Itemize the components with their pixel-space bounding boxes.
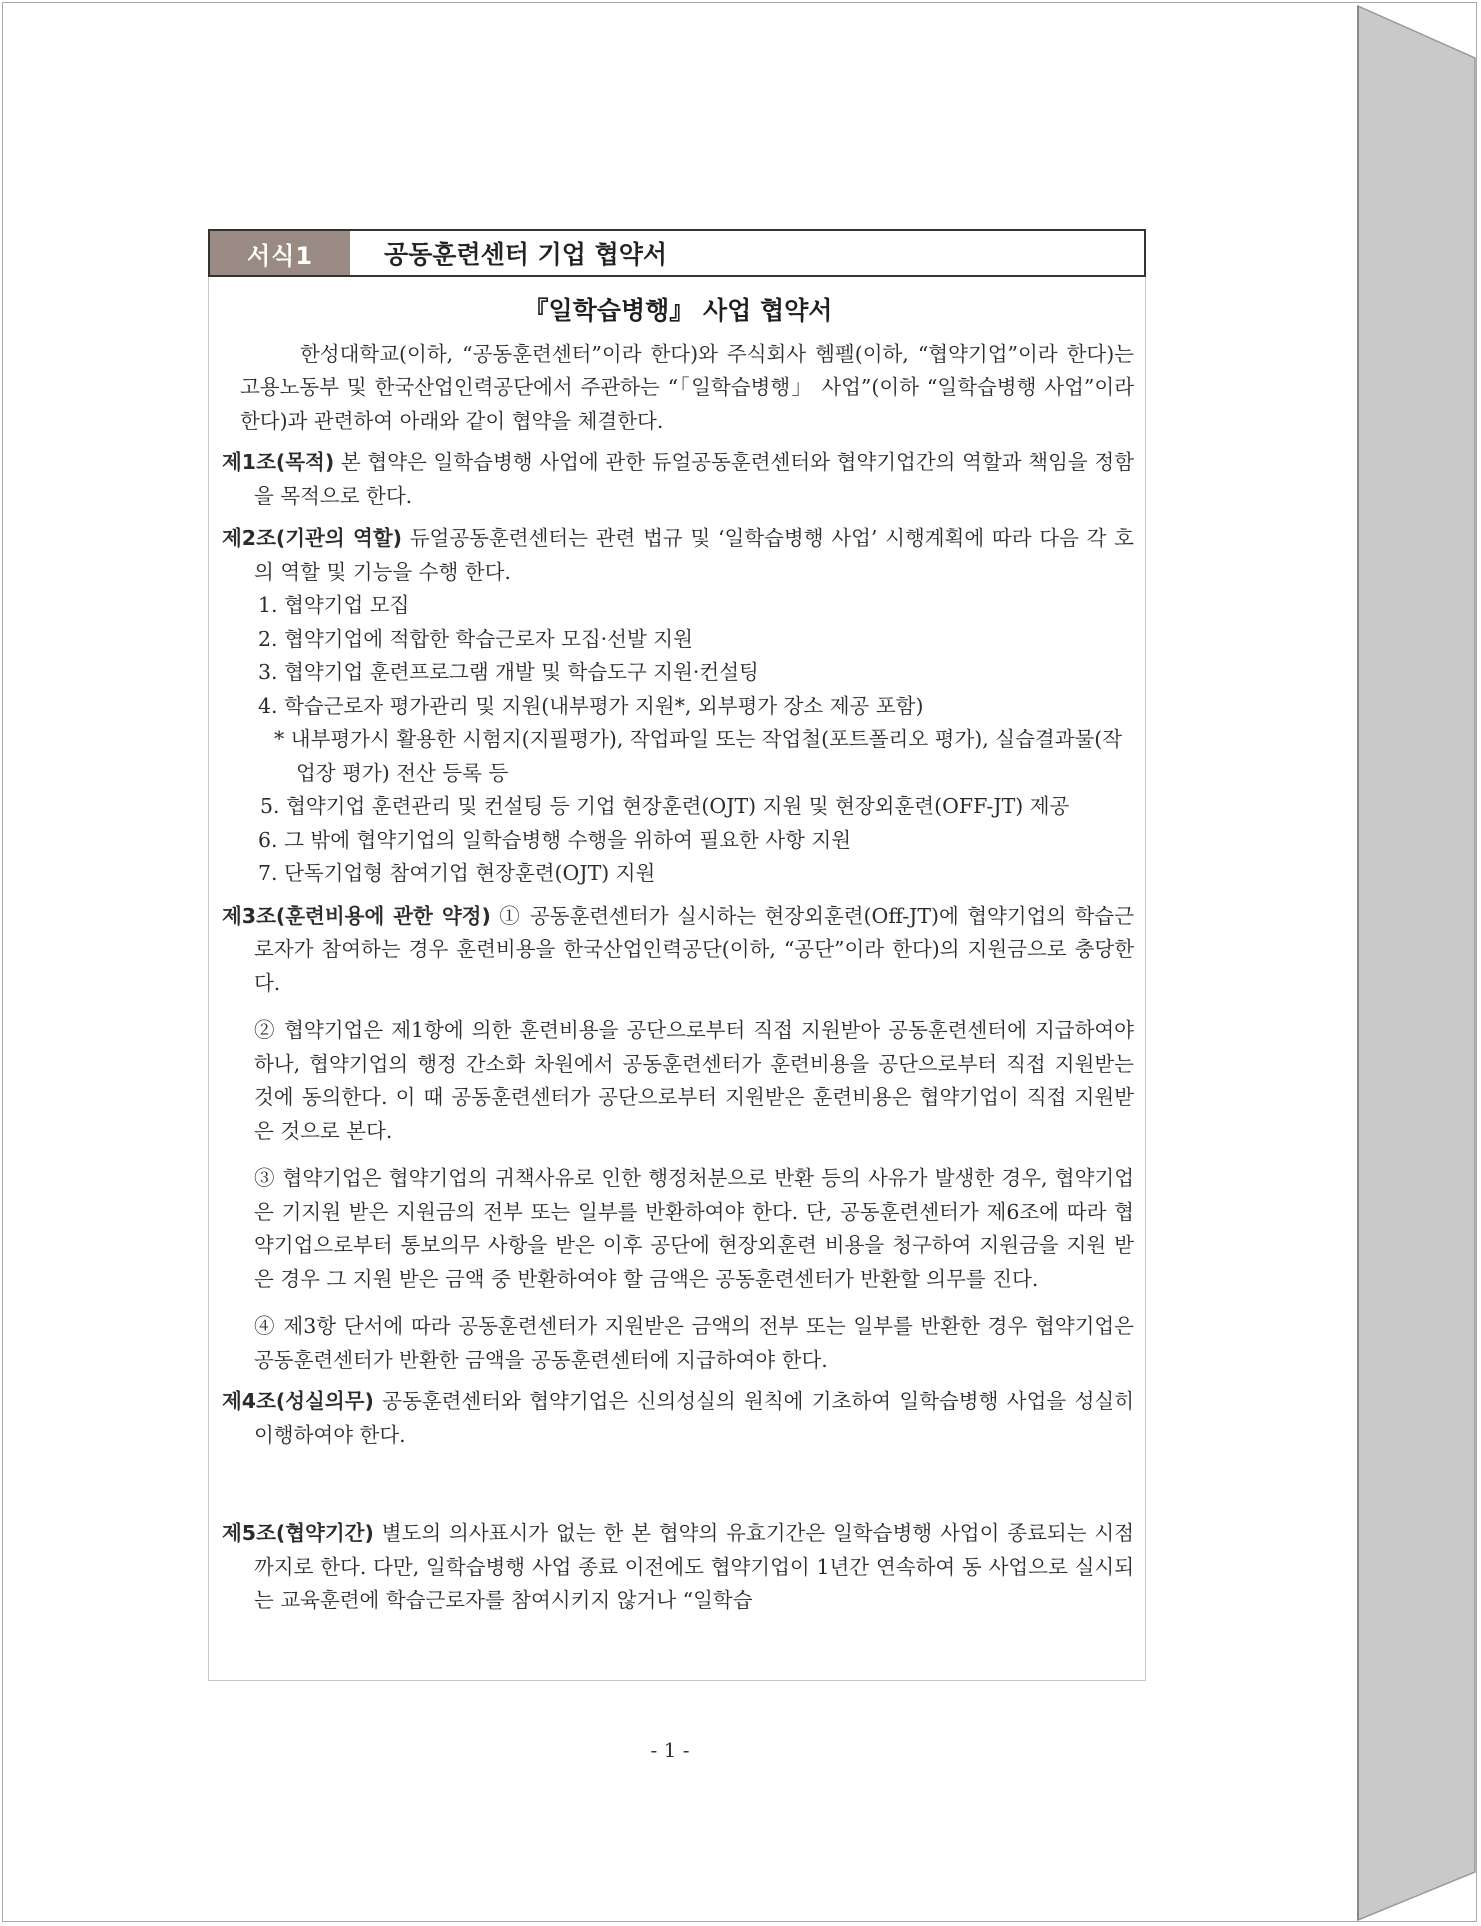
article-1-heading: 제1조(목적) xyxy=(222,450,335,474)
article-4-body: 공동훈련센터와 협약기업은 신의성실의 원칙에 기초하여 일학습병행 사업을 성실히 이행하여야 한다. xyxy=(254,1389,1134,1447)
intro-paragraph: 한성대학교(이하, “공동훈련센터”이라 한다)와 주식회사 헴펠(이하, “협약기업”이라 한다)는 고용노동부 및 한국산업인력공단에서 주관하는 “「일학습병행」 사업”(이하 “일학습병행 사업”이라 한다)과 관련하여 아래와 같이 협약을 체결한다. xyxy=(240,341,1134,433)
spacer xyxy=(222,1461,1134,1517)
list-item: 6. 그 밖에 협약기업의 일학습병행 수행을 위하여 필요한 사항 지원 xyxy=(258,827,852,852)
article-2-note: * 내부평가시 활용한 시험지(지필평가), 작업파일 또는 작업철(포트폴리오 평가), 실습결과물(작업장 평가) 전산 등록 등 xyxy=(274,727,1123,785)
article-3-body: ① 공동훈련센터가 실시하는 현장외훈련(Off-JT)에 협약기업의 학습근로자가 참여하는 경우 훈련비용을 한국산업인력공단(이하, “공단”이라 한다)의 지원금으로 충당한다. xyxy=(254,903,1134,995)
article-5-body: 별도의 의사표시가 없는 한 본 협약의 유효기간은 일학습병행 사업이 종료되는 시점까지로 한다. 다만, 일학습병행 사업 종료 이전에도 협약기업이 1년간 연속하여 동 사업으로 실시되는 교육훈련에 학습근로자를 참여시키지 않거나 “일학습 xyxy=(254,1521,1134,1612)
document-title: 『일학습병행』 사업 협약서 xyxy=(523,296,833,325)
page-number: - 1 - xyxy=(650,1738,690,1762)
article-2-body: 듀얼공동훈련센터는 관련 법규 및 ‘일학습병행 사업’ 시행계획에 따라 다음 각 호의 역할 및 기능을 수행 한다. xyxy=(254,526,1134,584)
list-item: 3. 협약기업 훈련프로그램 개발 및 학습도구 지원·컨설팅 xyxy=(258,660,759,684)
article-4 xyxy=(222,1385,1134,1452)
article-3-para-2: ② 협약기업은 제1항에 의한 훈련비용을 공단으로부터 직접 지원받아 공동훈련센터에 지급하여야 하나, 협약기업의 행정 간소화 차원에서 공동훈련센터가 훈련비용을 공단으로부터 직접 지원받는 것에 동의한다. 이 때 공동훈련센터가 공단으로부터 지원받은 훈련비용은 협약기업이 직접 지원받은 것으로 본다. xyxy=(254,1018,1134,1143)
article-3-heading: 제3조(훈련비용에 관한 약정) xyxy=(222,903,491,928)
document-body xyxy=(222,290,1134,1627)
form-badge: 서식1 xyxy=(210,231,350,275)
article-2-list xyxy=(222,589,1134,723)
article-2 xyxy=(222,522,1134,589)
list-item: 5. 협약기업 훈련관리 및 컨설팅 등 기업 현장훈련(OJT) 지원 및 현장외훈련(OFF-JT) 제공 xyxy=(260,794,1070,818)
article-5-heading: 제5조(협약기간) xyxy=(222,1521,374,1545)
article-3 xyxy=(222,900,1134,1001)
article-4-heading: 제4조(성실의무) xyxy=(222,1389,374,1413)
list-item: 4. 학습근로자 평가관리 및 지원(내부평가 지원*, 외부평가 장소 제공 포함) xyxy=(258,693,924,718)
article-3-para-3: ③ 협약기업은 협약기업의 귀책사유로 인한 행정처분으로 반환 등의 사유가 발생한 경우, 협약기업은 기지원 받은 지원금의 전부 또는 일부를 반환하여야 한다. 단, 공동훈련센터가 제6조에 따라 협약기업으로부터 통보의무 사항을 받은 이후 공단에 현장외훈련 비용을 청구하여 지원금을 지원 받은 경우 그 지원 받은 금액 중 반환하여야 할 금액은 공동훈련센터가 반환할 의무를 진다. xyxy=(254,1166,1134,1291)
article-1 xyxy=(222,446,1134,513)
form-title: 공동훈련센터 기업 협약서 xyxy=(384,240,668,269)
list-item: 1. 협약기업 모집 xyxy=(258,593,410,617)
article-1-body: 본 협약은 일학습병행 사업에 관한 듀얼공동훈련센터와 협약기업간의 역할과 책임을 정함을 목적으로 한다. xyxy=(254,450,1134,508)
list-item: 7. 단독기업형 참여기업 현장훈련(OJT) 지원 xyxy=(258,861,656,885)
form-header xyxy=(208,229,1146,277)
article-2-list-continued xyxy=(222,790,1134,891)
article-2-heading: 제2조(기관의 역할) xyxy=(222,526,402,550)
article-3-para-4: ④ 제3항 단서에 따라 공동훈련센터가 지원받은 금액의 전부 또는 일부를 반환한 경우 협약기업은 공동훈련센터가 반환한 금액을 공동훈련센터에 지급하여야 한다. xyxy=(254,1314,1134,1372)
article-5 xyxy=(222,1517,1134,1618)
list-item: 2. 협약기업에 적합한 학습근로자 모집·선발 지원 xyxy=(258,626,693,651)
